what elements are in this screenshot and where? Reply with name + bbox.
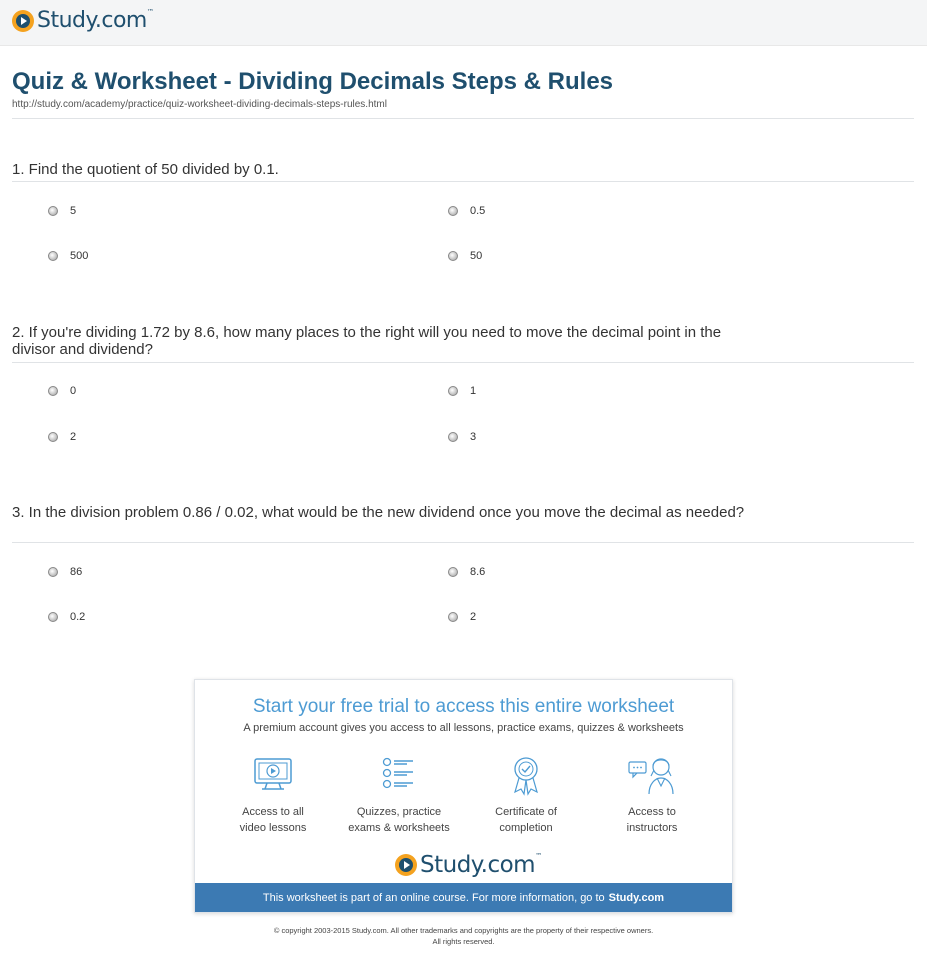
feature-label: Certificate of completion xyxy=(495,806,557,834)
brand-name: Study.com™ xyxy=(420,852,542,878)
feature-label: Access to all video lessons xyxy=(239,806,307,834)
option-label: 0 xyxy=(70,385,77,397)
instructor-chat-icon xyxy=(627,756,677,796)
copyright-line-2: All rights reserved. xyxy=(432,937,495,946)
answer-option[interactable] xyxy=(448,431,476,443)
feature-label: Quizzes, practice exams & worksheets xyxy=(348,806,450,834)
option-label: 2 xyxy=(470,611,477,623)
promo-title[interactable]: Start your free trial to access this entire worksheet xyxy=(252,696,675,717)
answer-option[interactable] xyxy=(48,385,76,397)
option-label: 3 xyxy=(470,431,477,443)
study-logo-bottom[interactable] xyxy=(395,852,542,878)
certificate-icon xyxy=(504,756,548,796)
answer-option[interactable] xyxy=(48,205,76,217)
option-label: 2 xyxy=(70,431,77,443)
answer-option[interactable] xyxy=(48,566,82,578)
promo-subtitle: A premium account gives you access to all lessons, practice exams, quizzes & worksheets xyxy=(243,722,684,734)
play-logo-icon xyxy=(395,854,417,876)
divider xyxy=(12,542,914,543)
radio-button[interactable] xyxy=(48,206,58,216)
question-3: 3. In the division problem 0.86 / 0.02, what would be the new dividend once you move the decimal as needed? xyxy=(12,504,745,521)
feature-instructors xyxy=(592,756,712,836)
answer-option[interactable] xyxy=(448,250,482,262)
divider xyxy=(12,362,914,363)
feature-video-lessons xyxy=(213,756,333,836)
option-label: 0.2 xyxy=(70,611,86,623)
top-bar xyxy=(0,0,927,46)
option-label: 500 xyxy=(70,250,89,262)
radio-button[interactable] xyxy=(448,432,458,442)
answer-option[interactable] xyxy=(48,250,88,262)
question-1: 1. Find the quotient of 50 divided by 0.1. xyxy=(12,161,279,178)
promo-footer-band xyxy=(195,883,732,912)
page-title: Quiz & Worksheet - Dividing Decimals Steps & Rules xyxy=(12,68,614,95)
answer-option[interactable] xyxy=(448,611,476,623)
option-label: 0.5 xyxy=(470,205,486,217)
brand-name: Study.com™ xyxy=(37,8,154,33)
radio-button[interactable] xyxy=(48,251,58,261)
option-label: 1 xyxy=(470,385,477,397)
radio-button[interactable] xyxy=(48,432,58,442)
footer-study-link[interactable]: Study.com xyxy=(608,891,665,904)
footer-text: This worksheet is part of an online course. For more information, go to xyxy=(262,891,605,904)
study-logo[interactable] xyxy=(12,8,153,33)
radio-button[interactable] xyxy=(448,251,458,261)
answer-option[interactable] xyxy=(448,566,485,578)
divider xyxy=(12,118,914,119)
answer-option[interactable] xyxy=(448,385,476,397)
radio-button[interactable] xyxy=(448,206,458,216)
answer-option[interactable] xyxy=(48,431,76,443)
option-label: 50 xyxy=(470,250,483,262)
radio-button[interactable] xyxy=(48,386,58,396)
free-trial-promo[interactable] xyxy=(194,679,733,913)
divider xyxy=(12,181,914,182)
feature-quizzes xyxy=(339,756,459,836)
radio-button[interactable] xyxy=(48,612,58,622)
copyright-line-1: © copyright 2003-2015 Study.com. All other trademarks and copyrights are the property of their respective owners. xyxy=(273,926,654,935)
question-2: 2. If you're dividing 1.72 by 8.6, how many places to the right will you need to move the decimal point in the divisor and dividend? xyxy=(12,324,722,358)
option-label: 86 xyxy=(70,566,83,578)
page-url[interactable]: http://study.com/academy/practice/quiz-worksheet-dividing-decimals-steps-rules.html xyxy=(12,99,387,110)
radio-button[interactable] xyxy=(448,612,458,622)
quiz-list-icon xyxy=(377,756,421,796)
option-label: 5 xyxy=(70,205,77,217)
radio-button[interactable] xyxy=(448,567,458,577)
answer-option[interactable] xyxy=(448,205,485,217)
radio-button[interactable] xyxy=(448,386,458,396)
video-lesson-icon xyxy=(251,756,295,796)
radio-button[interactable] xyxy=(48,567,58,577)
answer-option[interactable] xyxy=(48,611,85,623)
play-logo-icon xyxy=(12,10,34,32)
copyright-notice xyxy=(0,925,927,947)
option-label: 8.6 xyxy=(470,566,486,578)
feature-certificate xyxy=(466,756,586,836)
feature-label: Access to instructors xyxy=(626,806,678,834)
